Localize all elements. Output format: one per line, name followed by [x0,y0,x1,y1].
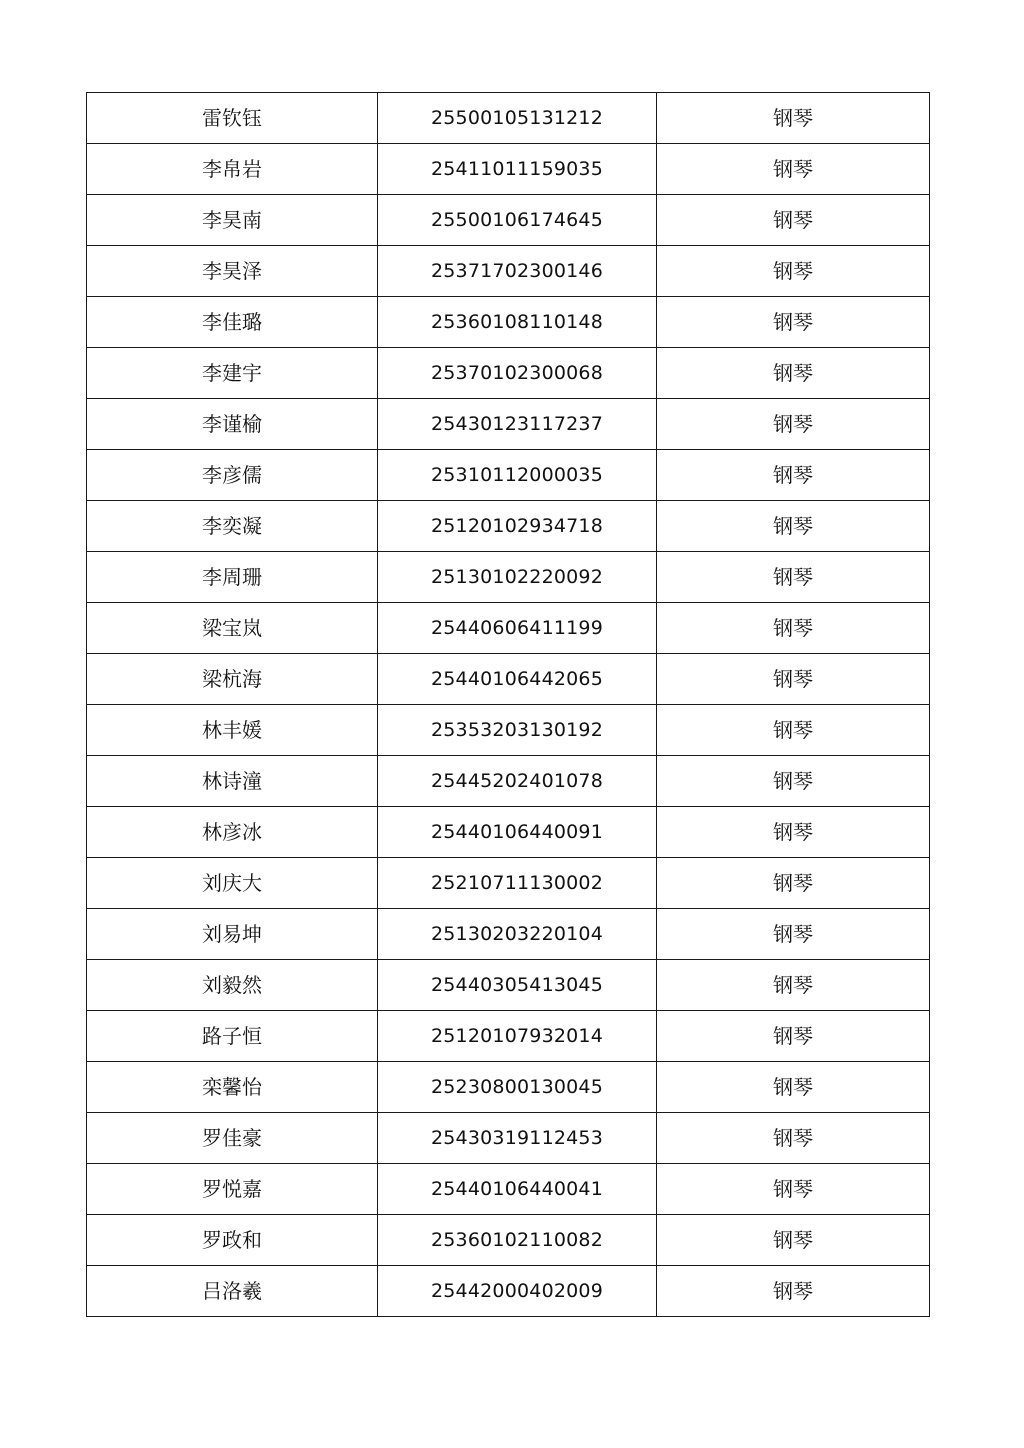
candidate-id: 25360108110148 [378,297,657,348]
table-row [87,450,930,501]
candidate-major: 钢琴 [657,93,930,144]
candidate-name: 刘易坤 [87,909,378,960]
table-row [87,858,930,909]
candidate-id: 25430319112453 [378,1113,657,1164]
candidate-id: 25440305413045 [378,960,657,1011]
candidate-major: 钢琴 [657,1266,930,1317]
candidate-major: 钢琴 [657,1011,930,1062]
candidate-name: 路子恒 [87,1011,378,1062]
candidate-major: 钢琴 [657,705,930,756]
candidate-id: 25500105131212 [378,93,657,144]
table-row [87,909,930,960]
candidate-id: 25445202401078 [378,756,657,807]
candidate-name: 罗佳豪 [87,1113,378,1164]
candidate-major: 钢琴 [657,399,930,450]
candidate-id: 25120107932014 [378,1011,657,1062]
table-row [87,246,930,297]
candidate-id: 25310112000035 [378,450,657,501]
table-row [87,195,930,246]
candidate-id: 25440106440091 [378,807,657,858]
candidate-major: 钢琴 [657,1113,930,1164]
candidate-name: 雷钦钰 [87,93,378,144]
candidate-id: 25411011159035 [378,144,657,195]
candidate-name: 林丰媛 [87,705,378,756]
table-row [87,1113,930,1164]
table-row [87,1215,930,1266]
candidate-id: 25230800130045 [378,1062,657,1113]
table-row [87,756,930,807]
candidate-name: 刘庆大 [87,858,378,909]
candidate-name: 吕洛羲 [87,1266,378,1317]
table-row [87,144,930,195]
candidate-major: 钢琴 [657,144,930,195]
candidate-id: 25430123117237 [378,399,657,450]
candidate-major: 钢琴 [657,1215,930,1266]
candidate-table-body [87,93,930,1317]
candidate-id: 25500106174645 [378,195,657,246]
candidate-name: 罗悦嘉 [87,1164,378,1215]
candidate-major: 钢琴 [657,603,930,654]
candidate-id: 25120102934718 [378,501,657,552]
candidate-major: 钢琴 [657,195,930,246]
candidate-major: 钢琴 [657,858,930,909]
candidate-major: 钢琴 [657,756,930,807]
table-row [87,654,930,705]
table-row [87,1266,930,1317]
candidate-name: 刘毅然 [87,960,378,1011]
candidate-name: 林彦冰 [87,807,378,858]
candidate-id: 25440106442065 [378,654,657,705]
candidate-id: 25210711130002 [378,858,657,909]
table-row [87,552,930,603]
candidate-major: 钢琴 [657,297,930,348]
candidate-major: 钢琴 [657,909,930,960]
candidate-name: 林诗潼 [87,756,378,807]
candidate-name: 李彦儒 [87,450,378,501]
candidate-name: 李昊泽 [87,246,378,297]
candidate-major: 钢琴 [657,960,930,1011]
table-row [87,807,930,858]
candidate-name: 李建宇 [87,348,378,399]
candidate-table [86,92,930,1317]
table-row [87,1011,930,1062]
table-row [87,1164,930,1215]
candidate-major: 钢琴 [657,450,930,501]
candidate-name: 罗政和 [87,1215,378,1266]
candidate-name: 梁杭海 [87,654,378,705]
candidate-id: 25370102300068 [378,348,657,399]
table-row [87,705,930,756]
candidate-id: 25440606411199 [378,603,657,654]
candidate-major: 钢琴 [657,807,930,858]
candidate-id: 25353203130192 [378,705,657,756]
candidate-id: 25371702300146 [378,246,657,297]
candidate-major: 钢琴 [657,246,930,297]
table-row [87,399,930,450]
candidate-name: 李佳璐 [87,297,378,348]
candidate-id: 25360102110082 [378,1215,657,1266]
table-row [87,960,930,1011]
candidate-id: 25130203220104 [378,909,657,960]
candidate-name: 李昊南 [87,195,378,246]
candidate-name: 栾馨怡 [87,1062,378,1113]
candidate-id: 25440106440041 [378,1164,657,1215]
candidate-major: 钢琴 [657,501,930,552]
table-row [87,501,930,552]
candidate-id: 25130102220092 [378,552,657,603]
candidate-name: 梁宝岚 [87,603,378,654]
candidate-major: 钢琴 [657,1164,930,1215]
candidate-name: 李周珊 [87,552,378,603]
candidate-major: 钢琴 [657,654,930,705]
candidate-major: 钢琴 [657,348,930,399]
candidate-name: 李帛岩 [87,144,378,195]
table-row [87,1062,930,1113]
candidate-major: 钢琴 [657,552,930,603]
candidate-major: 钢琴 [657,1062,930,1113]
table-row [87,93,930,144]
candidate-name: 李奕凝 [87,501,378,552]
table-row [87,603,930,654]
candidate-name: 李谨榆 [87,399,378,450]
table-row [87,348,930,399]
candidate-id: 25442000402009 [378,1266,657,1317]
table-row [87,297,930,348]
